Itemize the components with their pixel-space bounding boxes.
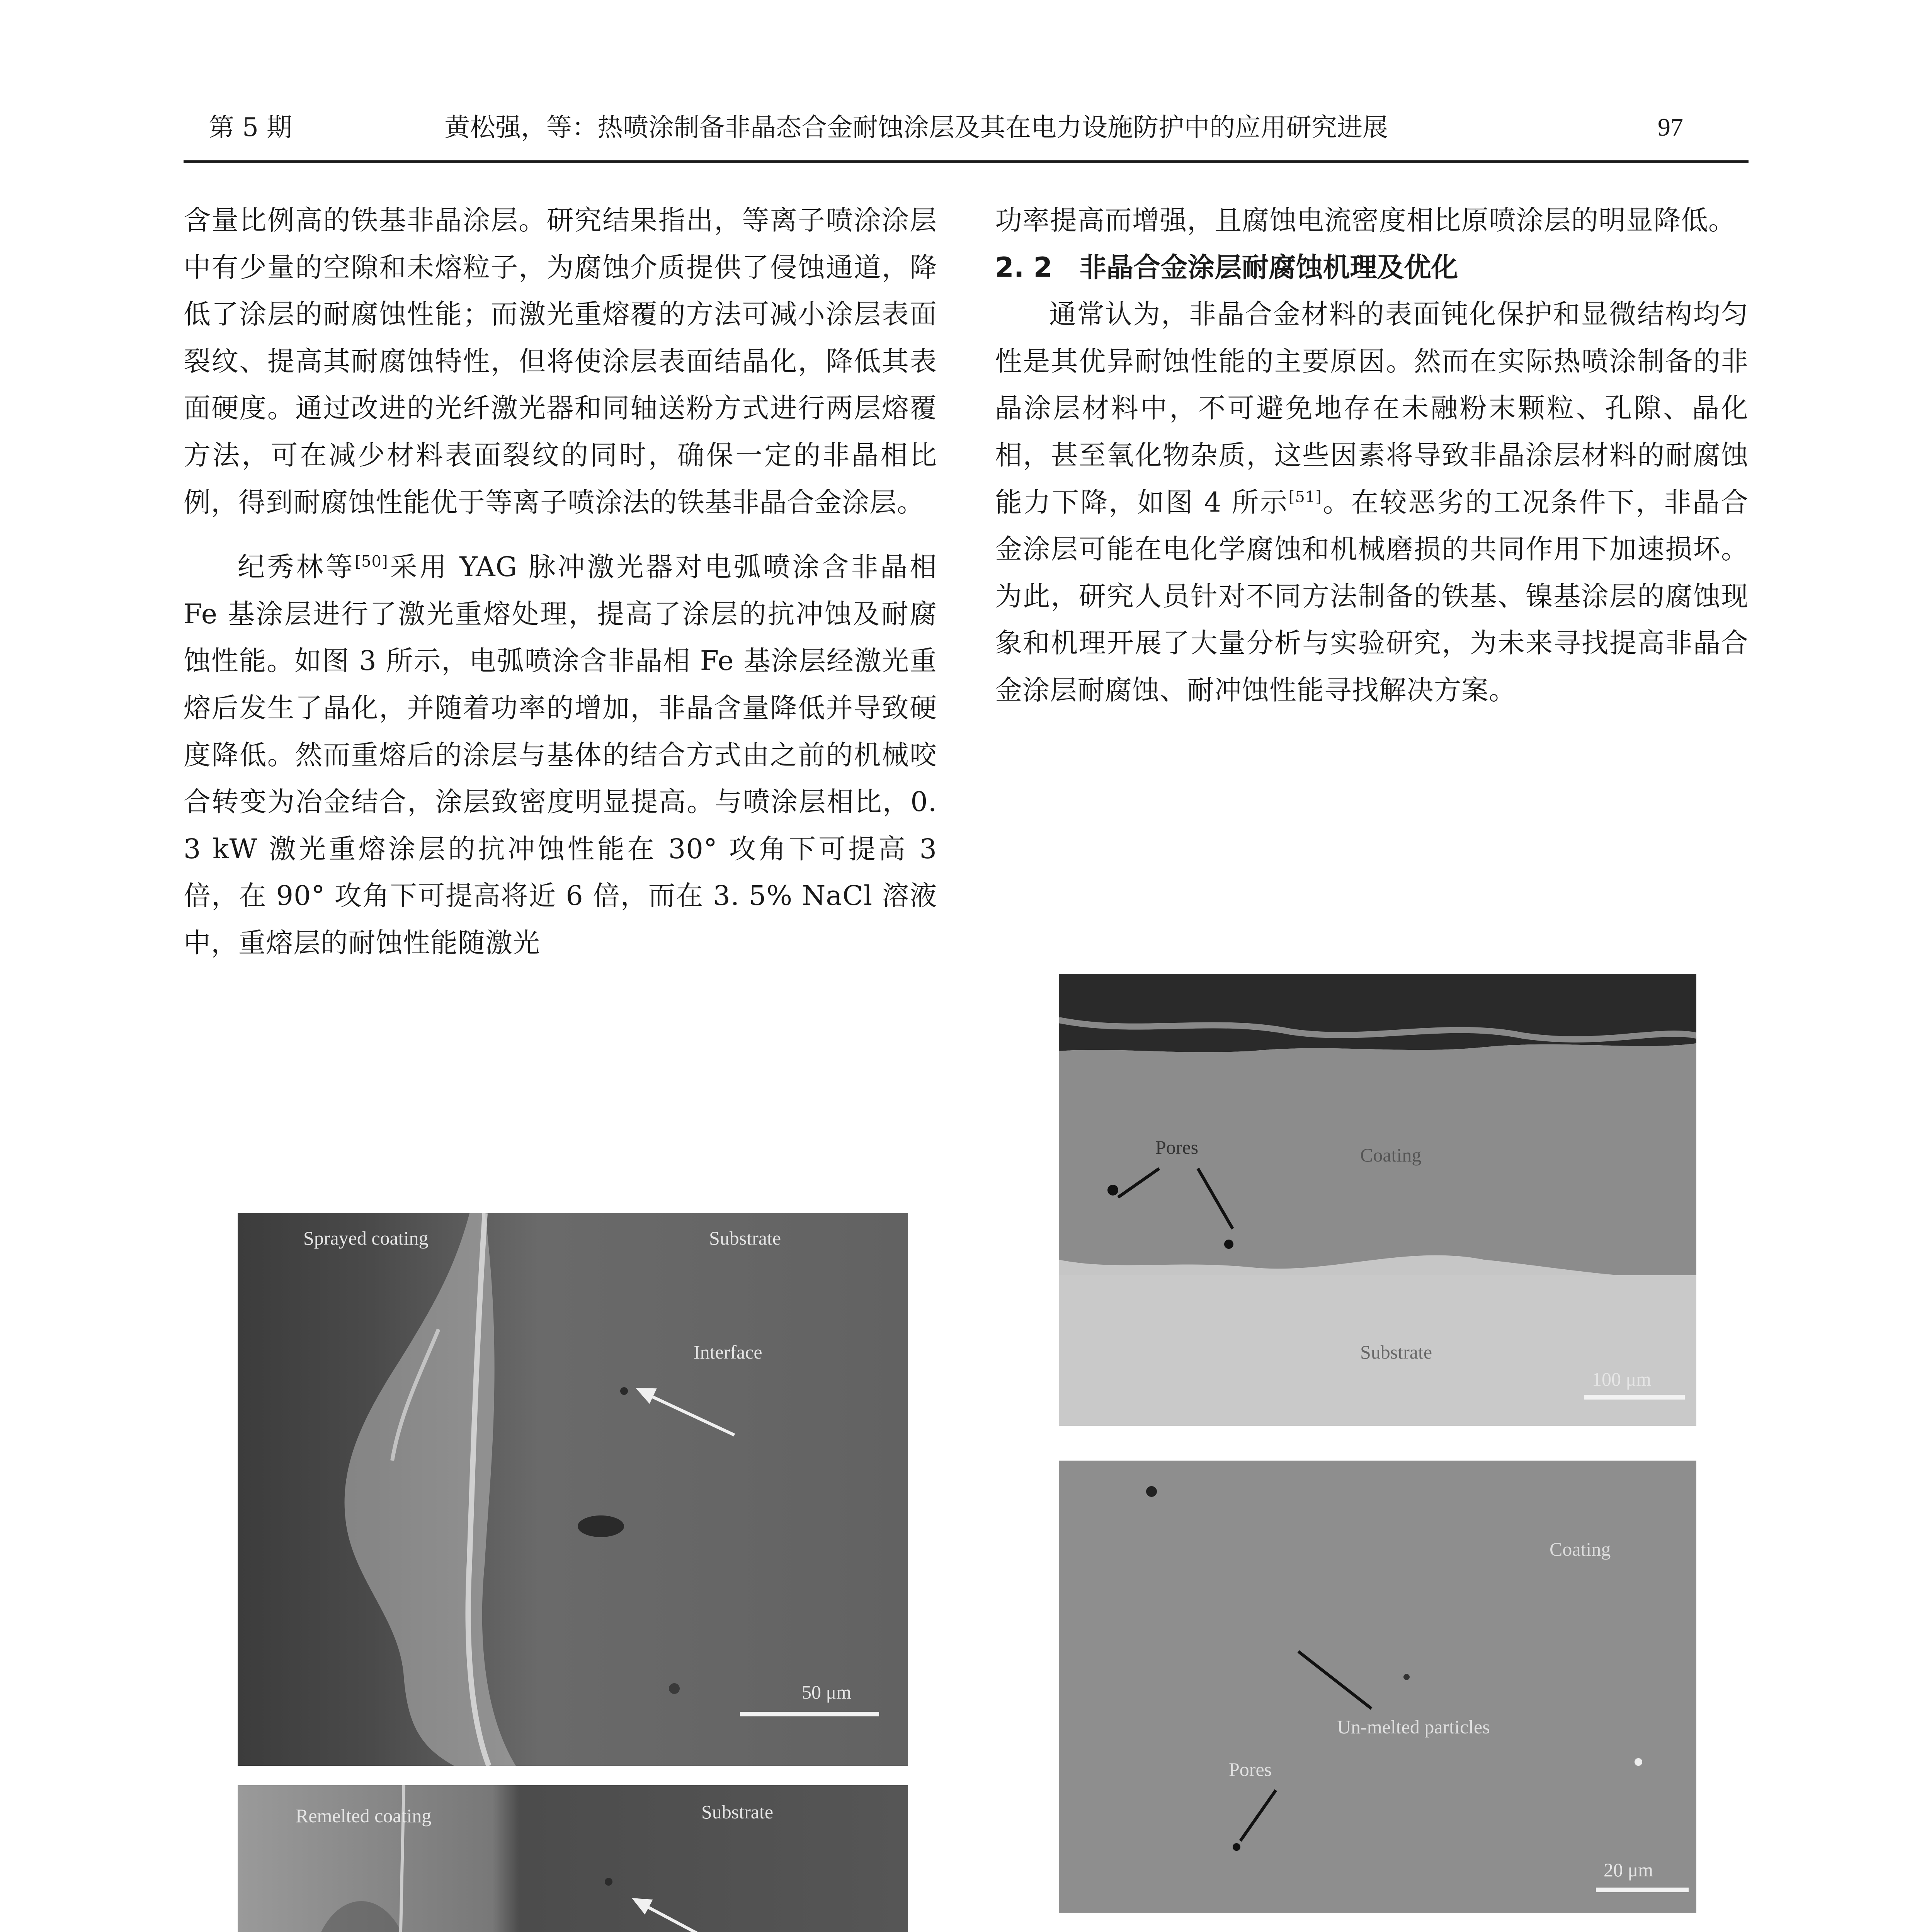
running-title: 黄松强，等：热喷涂制备非晶态合金耐蚀涂层及其在电力设施防护中的应用研究进展 [444, 112, 1388, 142]
section-title: 2. 2 非晶合金涂层耐腐蚀机理及优化 [995, 251, 1458, 283]
scale-label: 50 μm [802, 1681, 852, 1703]
sem-texture-4 [1059, 1461, 1696, 1913]
author-ref: 纪秀林等 [238, 551, 355, 583]
figure3-sprayed-sem [238, 1213, 908, 1766]
scale-bar-3 [1584, 1395, 1685, 1400]
unmelted-label: Un-melted particles [1337, 1716, 1490, 1738]
coating-label: Coating [1360, 1144, 1422, 1166]
scale-bar [740, 1712, 879, 1716]
substrate-label-3: Substrate [1360, 1341, 1432, 1363]
paragraph-text-2: 。在较恶劣的工况条件下，非晶合金涂层可能在电化学腐蚀和机械磨损的共同作用下加速损坏。为此，研究人员针对不同方法制备的铁基、镍基涂层的腐蚀现象和机理开展了大量分析与实验研究，为未来寻找提高非晶合金涂层耐腐蚀、耐冲蚀性能寻找解决方案。 [995, 486, 1749, 706]
right-paragraph-1: 功率提高而增强，且腐蚀电流密度相比原喷涂层的明显降低。 [995, 204, 1736, 236]
substrate-label: Substrate [709, 1227, 781, 1249]
right-column-upper [995, 197, 1749, 714]
paragraph-text: 采用 YAG 脉冲激光器对电弧喷涂含非晶相 Fe 基涂层进行了激光重熔处理，提高了涂层的抗冲蚀及耐腐蚀性能。如图 3 所示，电弧喷涂含非晶相 Fe 基涂层经激光重熔后发生了晶化，并随着功率的增加，非晶含量降低并导致硬度降低。然而重熔后的涂层与基体的结合方式由之前的机械咬合转变为冶金结合，涂层致密度明显提高。与喷涂层相比，0. 3 kW 激光重熔涂层的抗冲蚀性能在 30° 攻角下可提高 3 倍，在 90° 攻角下可提高将近 6 倍，而在 3. 5% NaCl 溶液中，重熔层的耐蚀性能随激光 [184, 551, 937, 959]
scale-bar-4 [1596, 1888, 1689, 1892]
left-paragraph-2 [184, 544, 937, 966]
interface-label: Interface [694, 1341, 762, 1363]
figure4-coating-substrate-sem [1059, 974, 1696, 1426]
paragraph-text: 通常认为，非晶合金材料的表面钝化保护和显微结构均匀性是其优异耐蚀性能的主要原因。然而在实际热喷涂制备的非晶涂层材料中，不可避免地存在未融粉末颗粒、孔隙、晶化相，甚至氧化物杂质，这些因素将导致非晶涂层材料的耐腐蚀能力下降，如图 4 所示 [995, 298, 1749, 518]
journal-issue: 第 5 期 [209, 112, 292, 142]
figure4-unmelted-particles-sem [1059, 1461, 1696, 1913]
left-paragraph-1: 含量比例高的铁基非晶涂层。研究结果指出，等离子喷涂涂层中有少量的空隙和未熔粒子，为腐蚀介质提供了侵蚀通道，降低了涂层的耐腐蚀性能；而激光重熔覆的方法可减小涂层表面裂纹、提高其耐腐蚀特性，但将使涂层表面结晶化，降低其表面硬度。通过改进的光纤激光器和同轴送粉方式进行两层熔覆方法，可在减少材料表面裂纹的同时，确保一定的非晶相比例，得到耐腐蚀性能优于等离子喷涂法的铁基非晶合金涂层。 [184, 204, 937, 518]
page-number: 97 [1658, 113, 1683, 141]
pores-label: Pores [1155, 1136, 1199, 1158]
header-rule [184, 160, 1749, 163]
sprayed-coating-label: Sprayed coating [303, 1227, 429, 1249]
pores-label-2: Pores [1229, 1759, 1272, 1780]
coating-label-2: Coating [1550, 1538, 1611, 1560]
left-column [184, 197, 937, 967]
remelted-coating-label: Remelted coating [296, 1805, 432, 1827]
scale-label-4: 20 μm [1604, 1859, 1653, 1881]
citation[interactable]: [51] [1288, 488, 1322, 506]
figure3-remelted-sem [238, 1785, 908, 1932]
substrate-label-2: Substrate [701, 1801, 774, 1823]
citation[interactable]: [50] [355, 553, 388, 571]
right-paragraph-2 [995, 291, 1749, 714]
scale-label-3: 100 μm [1592, 1368, 1652, 1390]
